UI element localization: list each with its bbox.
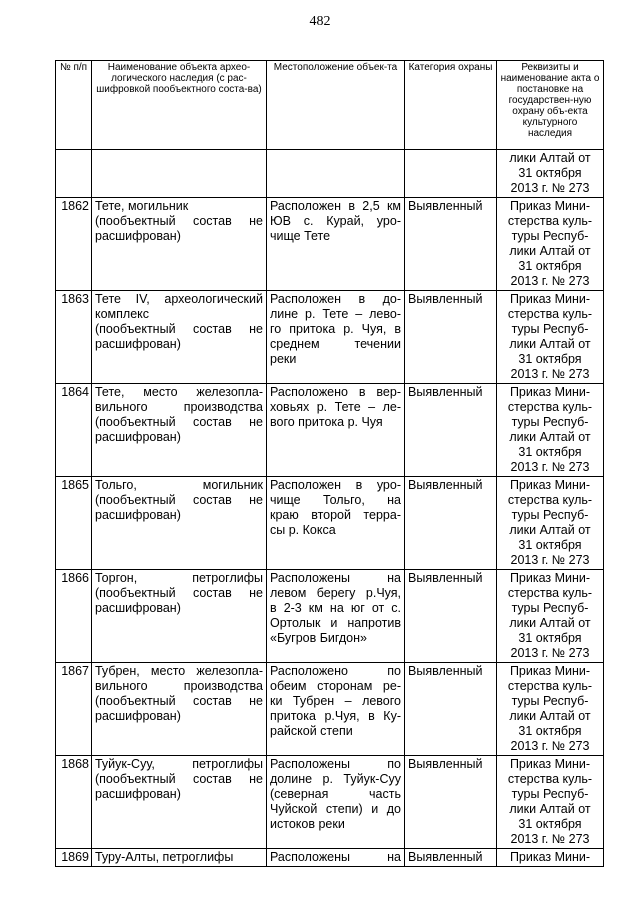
table-row	[56, 849, 604, 867]
location-line: притока р.Чуя, в Ку-	[270, 709, 401, 723]
object-name-line: Туру-Алты, петроглифы	[95, 850, 234, 864]
requisites-line: Приказ Мини-	[509, 571, 591, 585]
requisites-line: туры Респуб-	[511, 787, 589, 801]
object-name-line: Тете IV, археологический	[95, 292, 263, 306]
requisites-cell	[497, 198, 604, 291]
requisites-line: стерства куль-	[507, 307, 593, 321]
requisites-line: туры Респуб-	[511, 415, 589, 429]
object-name-cell	[92, 570, 267, 663]
object-name-line: Тольго, могильник	[95, 478, 263, 492]
category-cell: Выявленный	[405, 198, 497, 291]
location-line: в 2-3 км на юг от с.	[270, 601, 401, 615]
requisites-cell	[497, 291, 604, 384]
table-header-row	[56, 61, 604, 150]
object-name-line: расшифрован)	[95, 787, 181, 801]
object-name-line: (пообъектный состав не	[95, 493, 263, 507]
location-line: сы р. Кокса	[270, 523, 336, 537]
object-name-cell	[92, 291, 267, 384]
header-category: Категория охраны	[405, 61, 497, 150]
object-name-line: (пообъектный состав не	[95, 322, 263, 336]
object-name-line: расшифрован)	[95, 709, 181, 723]
object-name-line: (пообъектный состав не	[95, 586, 263, 600]
location-line: райской степи	[270, 724, 353, 738]
location-line: го притока р. Чуя, в	[270, 322, 401, 336]
requisites-line: туры Респуб-	[511, 694, 589, 708]
object-name-line: (пообъектный состав не	[95, 694, 263, 708]
table-row	[56, 570, 604, 663]
requisites-line: 31 октября	[518, 445, 582, 459]
location-line: Расположено по	[270, 664, 401, 678]
location-line: Расположено в вер-	[270, 385, 401, 399]
requisites-cell	[497, 849, 604, 867]
location-line: левом берегу р.Чуя,	[270, 586, 401, 600]
table-row	[56, 477, 604, 570]
requisites-line: 2013 г. № 273	[510, 646, 590, 660]
requisites-line: Приказ Мини-	[509, 664, 591, 678]
location-line: лине р. Тете – лево-	[270, 307, 401, 321]
object-name-line: расшифрован)	[95, 229, 181, 243]
header-requisites: Реквизиты и наименование акта о постановке на государствен-ную охрану объ-екта культурного наследия	[497, 61, 604, 150]
requisites-cell	[497, 756, 604, 849]
requisites-line: туры Респуб-	[511, 601, 589, 615]
location-line: чище Тете	[270, 229, 331, 243]
object-name-cell	[92, 384, 267, 477]
table-row	[56, 198, 604, 291]
header-location: Местоположение объек-та	[267, 61, 405, 150]
continuation-row	[56, 150, 604, 198]
requisites-line: 2013 г. № 273	[510, 460, 590, 474]
object-name-cell	[92, 756, 267, 849]
location-line: Расположены на	[270, 850, 401, 864]
requisites-line: стерства куль-	[507, 679, 593, 693]
requisites-line: 31 октября	[518, 259, 582, 273]
requisites-line: туры Респуб-	[511, 508, 589, 522]
requisites-line: 2013 г. № 273	[510, 553, 590, 567]
row-number: 1864	[56, 384, 92, 477]
location-cell	[267, 384, 405, 477]
object-name-line: Тубрен, место железопла-	[95, 664, 263, 678]
location-line: ховьях р. Тете – ле-	[270, 400, 401, 414]
row-number: 1862	[56, 198, 92, 291]
object-name-line: расшифрован)	[95, 337, 181, 351]
header-number: № п/п	[56, 61, 92, 150]
requisites-line: 2013 г. № 273	[510, 832, 590, 846]
location-line: Расположен в уро-	[270, 478, 401, 492]
table-row	[56, 756, 604, 849]
object-name-line: Тете, могильник	[95, 199, 189, 213]
requisites-line: туры Респуб-	[511, 322, 589, 336]
requisites-line: 31 октября	[518, 817, 582, 831]
requisites-cell	[497, 570, 604, 663]
category-cell: Выявленный	[405, 384, 497, 477]
object-name-line: комплекс	[95, 307, 150, 321]
requisites-line: стерства куль-	[507, 400, 593, 414]
object-name-line: расшифрован)	[95, 430, 181, 444]
location-cell	[267, 198, 405, 291]
object-name-line: вильного производства	[95, 400, 263, 414]
requisites-line: стерства куль-	[507, 586, 593, 600]
category-cell: Выявленный	[405, 663, 497, 756]
requisites-line: 2013 г. № 273	[510, 739, 590, 753]
location-cell	[267, 756, 405, 849]
category-cell: Выявленный	[405, 849, 497, 867]
continuation-number-cell	[56, 150, 92, 198]
requisites-line: лики Алтай от	[509, 337, 591, 351]
requisites-line: лики Алтай от	[509, 709, 591, 723]
category-cell: Выявленный	[405, 570, 497, 663]
row-number: 1865	[56, 477, 92, 570]
object-name-cell	[92, 477, 267, 570]
continuation-category-cell	[405, 150, 497, 198]
requisites-line: стерства куль-	[507, 493, 593, 507]
requisites-line: Приказ Мини-	[509, 757, 591, 771]
requisites-line: 31 октября	[518, 166, 582, 180]
location-line: Расположен в 2,5 км	[270, 199, 401, 213]
requisites-cell	[497, 477, 604, 570]
location-line: Расположены по	[270, 757, 401, 771]
object-name-cell	[92, 849, 267, 867]
requisites-line: лики Алтай от	[509, 244, 591, 258]
row-number: 1869	[56, 849, 92, 867]
location-cell	[267, 291, 405, 384]
location-line: реки	[270, 352, 297, 366]
requisites-line: туры Респуб-	[511, 229, 589, 243]
location-line: вого притока р. Чуя	[270, 415, 383, 429]
location-line: ки Тубрен – левого	[270, 694, 401, 708]
requisites-line: Приказ Мини-	[509, 478, 591, 492]
location-line: среднем течении	[270, 337, 401, 351]
location-line: долине р. Туйук-Суу	[270, 772, 401, 786]
requisites-cell	[497, 663, 604, 756]
table-row	[56, 663, 604, 756]
requisites-line: лики Алтай от	[509, 616, 591, 630]
continuation-location-cell	[267, 150, 405, 198]
requisites-line: лики Алтай от	[509, 151, 591, 165]
requisites-line: 2013 г. № 273	[510, 181, 590, 195]
object-name-line: расшифрован)	[95, 601, 181, 615]
object-name-line: (пообъектный состав не	[95, 415, 263, 429]
requisites-line: Приказ Мини-	[509, 292, 591, 306]
object-name-line: вильного производства	[95, 679, 263, 693]
row-number: 1868	[56, 756, 92, 849]
location-line: Расположен в до-	[270, 292, 401, 306]
location-line: (северная часть	[270, 787, 401, 801]
location-line: «Бугров Бигдон»	[270, 631, 367, 645]
category-cell: Выявленный	[405, 291, 497, 384]
location-line: краю второй терра-	[270, 508, 401, 522]
table-row	[56, 384, 604, 477]
table-row	[56, 291, 604, 384]
heritage-table	[55, 60, 604, 867]
object-name-line: расшифрован)	[95, 508, 181, 522]
object-name-cell	[92, 198, 267, 291]
object-name-line: (пообъектный состав не	[95, 772, 263, 786]
requisites-line: лики Алтай от	[509, 523, 591, 537]
location-line: Расположены на	[270, 571, 401, 585]
object-name-line: Туйук-Суу, петроглифы	[95, 757, 263, 771]
location-line: истоков реки	[270, 817, 345, 831]
object-name-cell	[92, 663, 267, 756]
requisites-line: лики Алтай от	[509, 430, 591, 444]
requisites-line: стерства куль-	[507, 214, 593, 228]
location-cell	[267, 477, 405, 570]
row-number: 1867	[56, 663, 92, 756]
requisites-line: 31 октября	[518, 724, 582, 738]
row-number: 1866	[56, 570, 92, 663]
continuation-requisites-cell	[497, 150, 604, 198]
requisites-line: 2013 г. № 273	[510, 274, 590, 288]
requisites-line: 31 октября	[518, 352, 582, 366]
location-cell	[267, 570, 405, 663]
location-line: чище Тольго, на	[270, 493, 401, 507]
requisites-line: 31 октября	[518, 538, 582, 552]
category-cell: Выявленный	[405, 756, 497, 849]
requisites-line: Приказ Мини-	[509, 850, 591, 864]
object-name-line: Тете, место железопла-	[95, 385, 263, 399]
location-cell	[267, 663, 405, 756]
requisites-line: стерства куль-	[507, 772, 593, 786]
category-cell: Выявленный	[405, 477, 497, 570]
requisites-line: Приказ Мини-	[509, 199, 591, 213]
location-line: обеим сторонам ре-	[270, 679, 401, 693]
object-name-line: Торгон, петроглифы	[95, 571, 263, 585]
location-line: Чуйской степи) и до	[270, 802, 401, 816]
location-line: ЮВ с. Курай, уро-	[270, 214, 401, 228]
continuation-name-cell	[92, 150, 267, 198]
requisites-line: 2013 г. № 273	[510, 367, 590, 381]
page-number: 482	[309, 14, 331, 29]
row-number: 1863	[56, 291, 92, 384]
requisites-line: лики Алтай от	[509, 802, 591, 816]
requisites-cell	[497, 384, 604, 477]
requisites-line: 31 октября	[518, 631, 582, 645]
object-name-line: (пообъектный состав не	[95, 214, 263, 228]
header-object-name: Наименование объекта архео-логического наследия (с рас-шифровкой пообъектного соста-ва)	[92, 61, 267, 150]
requisites-line: Приказ Мини-	[509, 385, 591, 399]
location-cell	[267, 849, 405, 867]
location-line: Ортолык и напротив	[270, 616, 401, 630]
